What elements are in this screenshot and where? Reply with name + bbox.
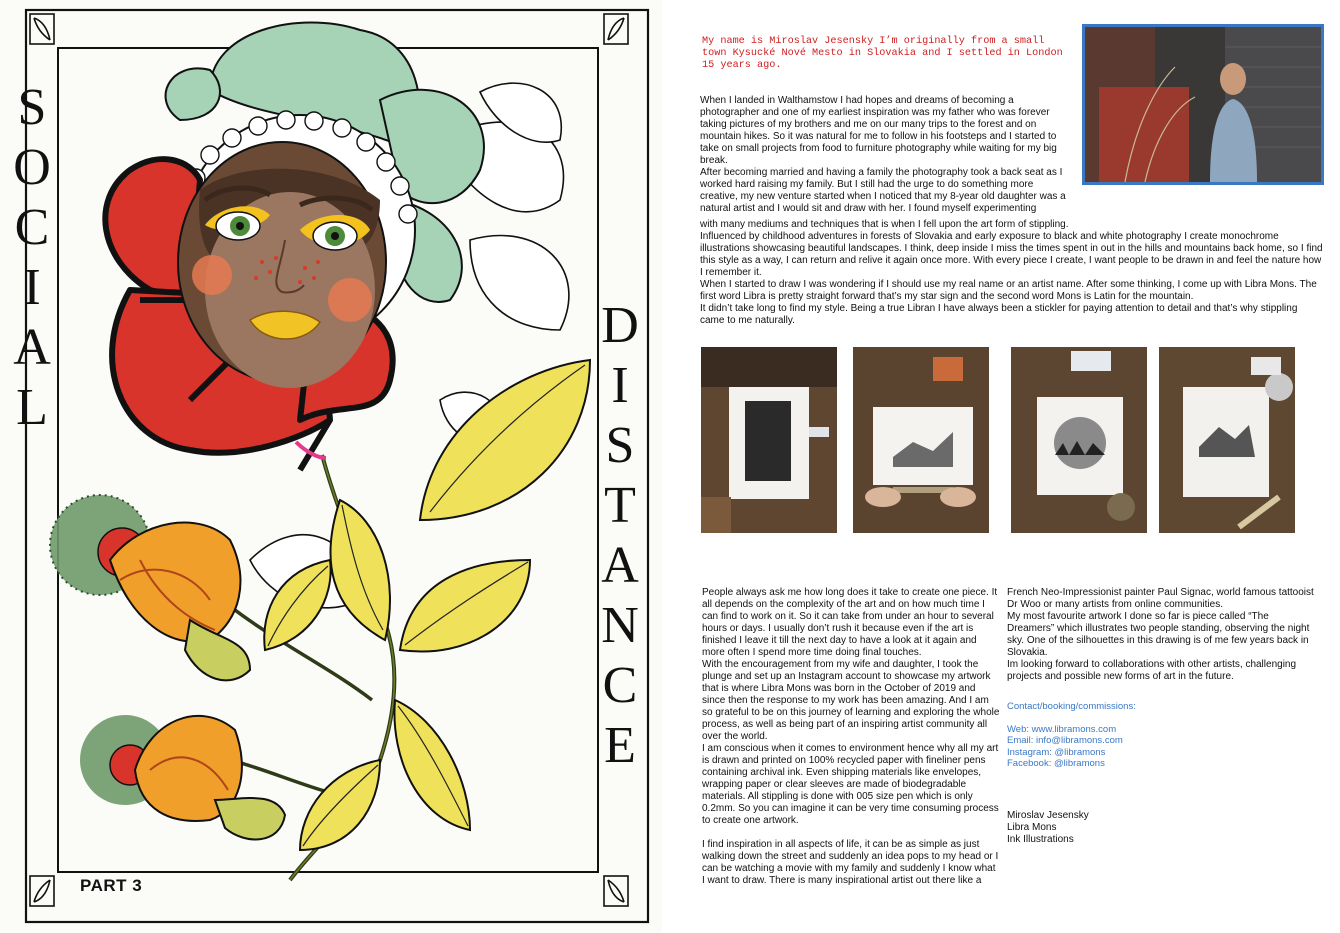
artwork-photo-3 (1011, 347, 1147, 533)
artwork-photo-1 (701, 347, 837, 533)
article-wide-block: with many mediums and techniques that is when I fell upon the art form of stippling. Influenced by childhood adventures in forests of Slovakia and early exposure to black and white photography I create monochrome illustrations showcasing beautiful landscapes. I think, deep inside I miss the times spent in out in the hills and mountains back home, so I find this style as a way, I can return and relive it again once more. With every piece I create, I want people to be drawn in and feel the nature how I remember it. When I started to draw I was wondering if I should use my real name or an artist name. After some thinking, I come up with Libra Mons. The first word Libra is pretty straight forward that’s my star sign and the second word Mons is Latin for the mountain. It didn’t take long to find my style. Being a true Libran I have always been a stickler for paying attention to detail and that’s why stippling came to me naturally. (700, 219, 1323, 326)
orange-bud-bottom (80, 715, 285, 839)
intro-text: My name is Miroslav Jesensky I’m originally from a small town Kysucké Nové Mesto in Slovakia and I settled in London 15 years ago. (702, 36, 1063, 72)
artist-portrait-photo (1082, 24, 1324, 185)
signoff-block: Miroslav Jesensky Libra Mons Ink Illustrations (1007, 809, 1089, 845)
leaf-2 (400, 560, 530, 652)
title-distance: D I S T A N C E (601, 297, 639, 774)
contact-web-link[interactable]: Web: www.libramons.com (1007, 723, 1117, 735)
flower-artwork (0, 0, 662, 933)
leaf-3 (330, 500, 389, 640)
leaf-4 (394, 700, 470, 830)
artwork-photo-4 (1159, 347, 1295, 533)
article-top-block: When I landed in Walthamstow I had hopes and dreams of becoming a photographer and one of my earliest inspiration was my father who was forever taking pictures of my brothers and me on our many trips to the forest and on mountain hikes. So it was natural for me to follow in his footsteps and I started to take on small projects from food to furniture photography while waiting for my big break. After becoming married and having a family the photography took a back seat as I worked hard raising my family. But I still had the urge to do something more creative, my new venture started when I noticed that my 8-year old daughter was a natural artist and I would sit and draw with her. I found myself experimenting (700, 95, 1066, 214)
contact-facebook-link[interactable]: Facebook: @libramons (1007, 758, 1105, 769)
contact-block (1007, 701, 1317, 770)
part-label: PART 3 (80, 876, 143, 895)
article-column-left: People always ask me how long does it take to create one piece. It all depends on the complexity of the art and on how much time I can find to work on it. So it can take from under an hour to several hours or days. I usually don’t rush it because even if the art is finished I leave it till the next day to have a look at it again and more often I spend more time doing final touches. With the encouragement from my wife and daughter, I took the plunge and set up an Instagram account to showcase my artwork that is where Libra Mons was born in the October of 2019 and since then the response to my work has been amazing. And I am so grateful to be on this journey of learning and exploring the whole process, as well as being part of an inspiring artist community all over the world. I am conscious when it comes to environment hence why all my art is drawn and printed on 100% recycled paper with fineliner pens containing archival ink. Even shipping materials like envelopes, wrapping paper or clear sleeves are made of biodegradable materials. All stippling is done with 005 size pen which is only 0.2mm. So you can imagine it can be very time consuming process to create one artwork. I find inspiration in all aspects of life, it can be as simple as just walking down the street and suddenly an idea pops to my head or I can be watching a movie with my family and suddenly I know what I want to draw. There is many inspirational artist out there like a (702, 587, 1000, 886)
article-column-right: French Neo-Impressionist painter Paul Signac, world famous tattooist Dr Woo or many artists from online communities. My most favourite artwork I done so far is piece called “The Dreamers” which illustrates two people standing, observing the night sky. One of the silhouettes in this drawing is of me few years back in Slovakia. Im looking forward to collaborations with other artists, challenging projects and possible new forms of art in the future. Contact/booking/commissions: Web: www.libramons.com Email: info@libramons.com Instagram: @libramons Facebook: @libramons Miroslav Jesensky Libra Mons Ink Illustrations (1007, 587, 1317, 846)
contact-heading: Contact/booking/commissions: (1007, 701, 1136, 712)
article-page (662, 0, 1340, 933)
contact-instagram-link[interactable]: Instagram: @libramons (1007, 746, 1106, 758)
title-social: S O C I A L (13, 79, 51, 436)
artwork-page (0, 0, 662, 933)
contact-email-link[interactable]: Email: info@libramons.com (1007, 735, 1123, 746)
leaf-1 (420, 360, 590, 520)
orange-bud-top (50, 495, 250, 680)
artwork-photo-2 (853, 347, 989, 533)
